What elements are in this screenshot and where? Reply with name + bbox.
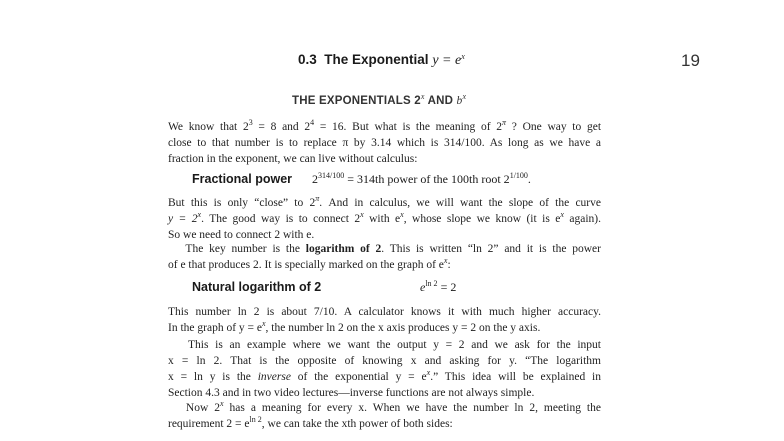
text-line: of e that produces 2. It is specially marked on the graph of $e^x$: — [168, 256, 451, 271]
display-natural-log — [192, 280, 321, 295]
subsection-heading: THE EXPONENTIALS 2$^x$ AND $b^x$ — [292, 92, 467, 107]
text-line: So we need to connect 2 with e. — [168, 229, 315, 241]
text-line: Section 4.3 and in two video lectures—inverse functions are not always simple. — [168, 387, 535, 399]
paragraph-3 — [168, 241, 601, 273]
display-label: Fractional power — [192, 172, 293, 186]
display-label: Natural logarithm of 2 — [192, 280, 322, 294]
text-line: This is an example where we want the output y = 2 and we ask for the input — [188, 339, 602, 351]
display-formula: $2^{314/100} = 314th$ power of the 100th root $2^{1/100}$. — [312, 171, 531, 186]
display-formula: $e^{ln 2} = 2$ — [420, 279, 457, 294]
text-line: The key number is the logarithm of 2. This is written “ln 2” and it is the power — [185, 243, 601, 255]
paragraph-2 — [168, 195, 601, 243]
text-line: fraction in the exponent, we can live without calculus: — [168, 153, 418, 165]
text-line: But this is only “close” to $2^\pi$. And in calculus, we will want the slope of the curve — [168, 194, 601, 209]
paragraph-6 — [168, 400, 601, 432]
text-line: $y = 2^x$. The good way is to connect 2$^x$ with $e^x$, whose slope we know (it is $e^x$ again). — [168, 210, 601, 225]
text-line: requirement $2 = e^{ln 2}$, we can take the xth power of both sides: — [168, 415, 453, 430]
display-fractional-power — [192, 172, 531, 187]
paragraph-1 — [168, 119, 601, 167]
section-heading — [298, 52, 465, 69]
page-number: 19 — [681, 51, 700, 70]
section-number: 0.3 — [298, 52, 317, 67]
paragraph-5 — [168, 337, 601, 401]
section-title: The Exponential — [324, 52, 429, 67]
text-line: This number ln 2 is about 7/10. A calculator knows it with much higher accuracy. — [168, 306, 601, 318]
text-line: x = ln y is the inverse of the exponential $y = e^x$.” This idea will be explained in — [168, 368, 602, 383]
paragraph-4 — [168, 304, 601, 336]
text-line: We know that $2^3 = 8$ and $2^4 = 16$. But what is the meaning of $2^\pi$ ? One way to get — [168, 118, 602, 133]
text-line: x = ln 2. That is the opposite of knowing x and asking for y. “The logarithm — [168, 355, 601, 367]
section-formula: $y = e^x$ — [432, 52, 465, 68]
text-line: Now 2$^x$ has a meaning for every x. When we have the number ln 2, meeting the — [185, 399, 601, 414]
text-line: In the graph of $y = e^x$, the number ln 2 on the x axis produces y = 2 on the y axis. — [168, 319, 541, 334]
text-line: close to that number is to replace π by 3.14 which is 314/100. As long as we have a — [168, 137, 601, 149]
